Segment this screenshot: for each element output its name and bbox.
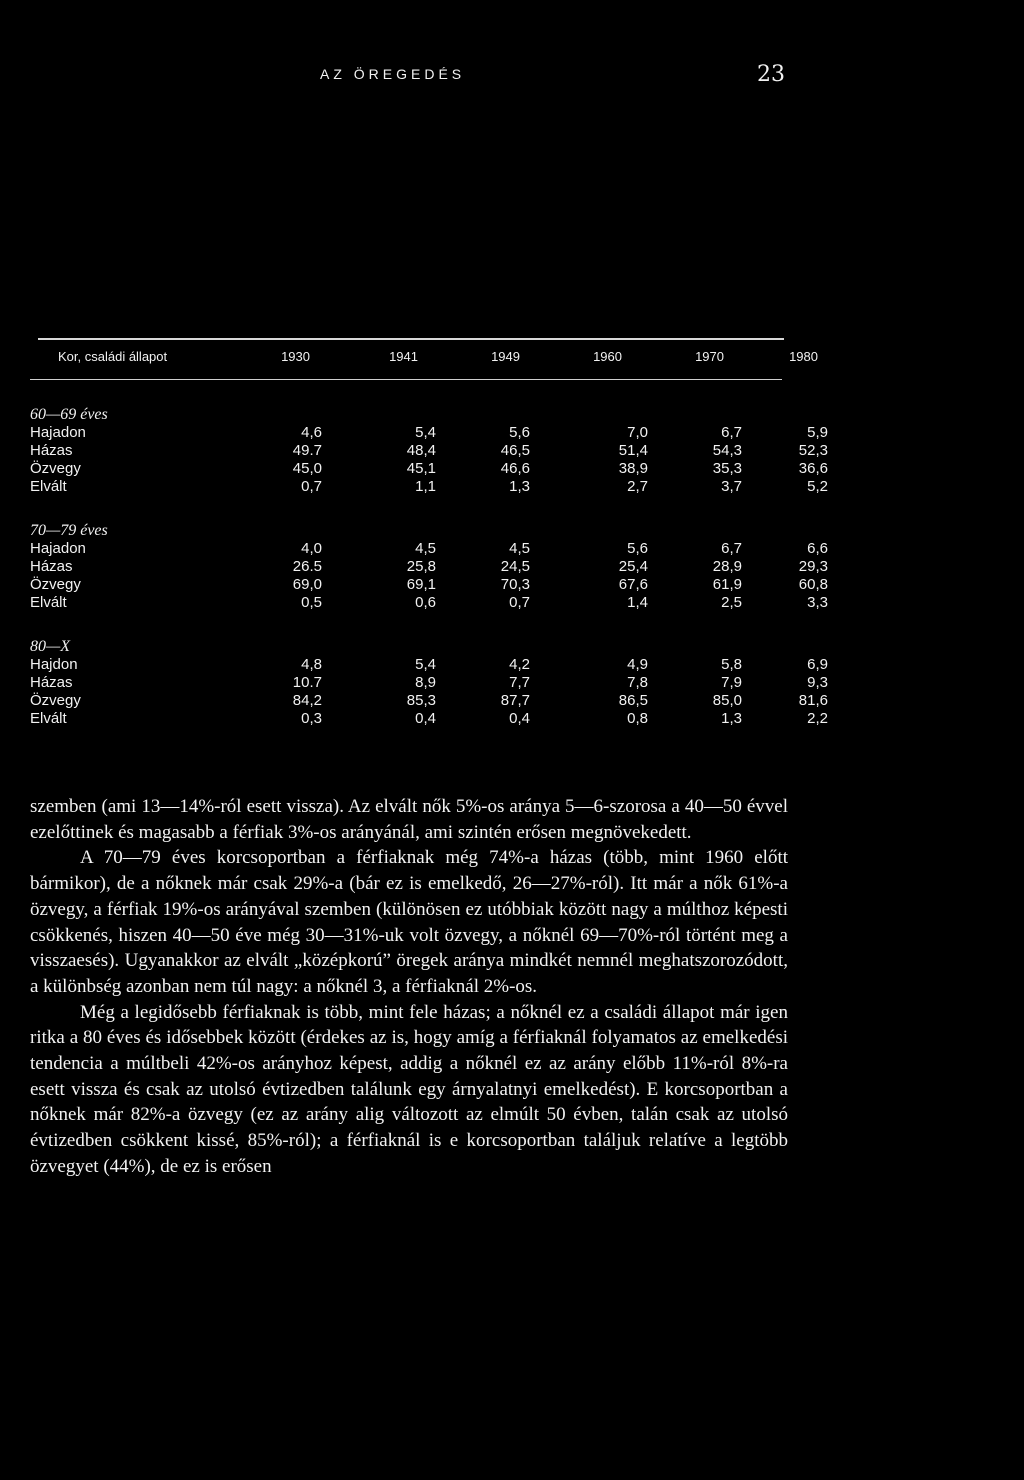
cell-1970: 6,7 [721,424,742,441]
cell-1960: 4,9 [627,656,648,673]
cell-1941: 69,1 [406,576,436,593]
cell-1960: 86,5 [618,692,648,709]
cell-1949: 5,6 [509,424,530,441]
cell-1970: 54,3 [712,442,742,459]
table-row [30,710,828,728]
table-header [0,349,1024,369]
row-label: Házas [30,558,73,575]
cell-1930: 45,0 [292,460,322,477]
cell-1970: 2,5 [721,594,742,611]
table-row [30,692,828,710]
age-group-title: 70—79 éves [30,522,108,539]
cell-1980: 5,9 [807,424,828,441]
cell-1960: 7,0 [627,424,648,441]
table-row [30,674,828,692]
cell-1960: 1,4 [627,594,648,611]
cell-1930: 4,6 [301,424,322,441]
paragraph-continuation: szemben (ami 13—14%-ról esett vissza). Az elvált nők 5%-os aránya 5—6-szorosa a 40—50 évvel ezelőttinek és magasabb a férfiak 3%-os arányánál, ami szintén erősen megnövekedett. [30,796,788,843]
cell-1930: 0,5 [301,594,322,611]
cell-1941: 85,3 [406,692,436,709]
cell-1930: 26.5 [292,558,322,575]
cell-1941: 25,8 [406,558,436,575]
cell-1949: 7,7 [509,674,530,691]
cell-1949: 0,4 [509,710,530,727]
age-group-title: 60—69 éves [30,406,108,423]
cell-1970: 3,7 [721,478,742,495]
cell-1949: 4,2 [509,656,530,673]
body-text [30,794,788,1180]
cell-1930: 0,3 [301,710,322,727]
cell-1970: 28,9 [712,558,742,575]
cell-1970: 35,3 [712,460,742,477]
cell-1930: 4,8 [301,656,322,673]
cell-1960: 51,4 [618,442,648,459]
cell-1930: 69,0 [292,576,322,593]
cell-1980: 29,3 [798,558,828,575]
cell-1941: 8,9 [415,674,436,691]
cell-1980: 81,6 [798,692,828,709]
age-group-section [30,522,828,612]
row-label: Elvált [30,478,67,495]
cell-1949: 87,7 [500,692,530,709]
cell-1980: 6,6 [807,540,828,557]
cell-1980: 3,3 [807,594,828,611]
cell-1970: 5,8 [721,656,742,673]
cell-1930: 49.7 [292,442,322,459]
cell-1949: 70,3 [500,576,530,593]
cell-1960: 5,6 [627,540,648,557]
cell-1960: 38,9 [618,460,648,477]
cell-1949: 1,3 [509,478,530,495]
cell-1941: 45,1 [406,460,436,477]
cell-1930: 84,2 [292,692,322,709]
column-header-1941: 1941 [389,349,418,364]
row-label: Hajdon [30,656,78,673]
row-label: Hajadon [30,540,86,557]
cell-1970: 85,0 [712,692,742,709]
cell-1960: 67,6 [618,576,648,593]
table-row [30,540,828,558]
cell-1970: 61,9 [712,576,742,593]
row-label: Elvált [30,594,67,611]
row-label: Özvegy [30,576,81,593]
cell-1960: 0,8 [627,710,648,727]
age-group-section [30,406,828,496]
age-group-title: 80—X [30,638,70,655]
cell-1980: 6,9 [807,656,828,673]
cell-1970: 1,3 [721,710,742,727]
cell-1930: 4,0 [301,540,322,557]
paragraph-70-79: A 70—79 éves korcsoportban a férfiaknak még 74%-a házas (több, mint 1960 előtt bármikor), de a nőknek már csak 29%-a (bár ez is emelkedő, 26—27%-ról). Itt már a nők 61%-a özvegy, a férfiak 19%-os arányával szemben (különösen ez utóbbiak között nagy a múlthoz képesti csökkenés, hiszen 40—50 éve még 30—31%-uk volt özvegy, a nőknél 69—70%-ról történt meg a visszaesés). Ugyanakkor az elvált „középkorú” öregek aránya mindkét nemnél meghatszorozódott, a különbség azonban nem túl nagy: a nőknél 3, a férfiaknál 2%-os. [30,847,788,997]
age-group-section [30,638,828,728]
row-label: Hajadon [30,424,86,441]
column-header-1949: 1949 [491,349,520,364]
row-label: Házas [30,674,73,691]
cell-1941: 5,4 [415,656,436,673]
cell-1941: 1,1 [415,478,436,495]
cell-1980: 52,3 [798,442,828,459]
cell-1980: 2,2 [807,710,828,727]
row-label: Házas [30,442,73,459]
table-row [30,576,828,594]
table-row [30,656,828,674]
table-body [30,406,828,754]
table-row [30,478,828,496]
page-header [0,62,1024,92]
column-header-category: Kor, családi állapot [58,349,168,364]
table-row [30,594,828,612]
cell-1970: 6,7 [721,540,742,557]
cell-1941: 5,4 [415,424,436,441]
column-header-1930: 1930 [281,349,310,364]
column-header-1970: 1970 [695,349,724,364]
row-label: Elvált [30,710,67,727]
cell-1941: 48,4 [406,442,436,459]
table-row [30,424,828,442]
cell-1941: 0,4 [415,710,436,727]
table-header-rule [30,379,782,380]
cell-1949: 46,5 [500,442,530,459]
page-number: 23 [757,62,785,87]
row-label: Özvegy [30,460,81,477]
cell-1949: 46,6 [500,460,530,477]
cell-1941: 4,5 [415,540,436,557]
paragraph-80-plus: Még a legidősebb férfiaknak is több, mint fele házas; a nőknél ez a családi állapot már igen ritka a 80 éves és idősebbek között (érdekes az is, hogy amíg a férfiaknál folyamatos az emelkedési tendencia a múltbeli 42%-os arányhoz képest, addig a nőknél ez az arány előbb 11%-ról 8%-ra esett vissza és csak az utolsó évtizedben találunk egy árnyalatnyi emelkedést). E korcsoportban a nőknek már 82%-a özvegy (ez az arány alig változott az elmúlt 50 évben, talán csak az utolsó évtizedben csökkent kissé, 85%-ról); a férfiaknál is e korcsoportban találjuk relatíve a legtöbb özvegyet (44%), de ez is erősen [30,1001,788,1177]
cell-1960: 25,4 [618,558,648,575]
table-row [30,460,828,478]
cell-1930: 10.7 [292,674,322,691]
cell-1960: 7,8 [627,674,648,691]
table-row [30,558,828,576]
cell-1949: 4,5 [509,540,530,557]
table-row [30,442,828,460]
running-title: AZ ÖREGEDÉS [320,66,466,82]
cell-1970: 7,9 [721,674,742,691]
table-top-rule [38,338,784,340]
cell-1980: 5,2 [807,478,828,495]
cell-1980: 60,8 [798,576,828,593]
row-label: Özvegy [30,692,81,709]
cell-1980: 9,3 [807,674,828,691]
cell-1949: 24,5 [500,558,530,575]
cell-1941: 0,6 [415,594,436,611]
cell-1930: 0,7 [301,478,322,495]
cell-1980: 36,6 [798,460,828,477]
column-header-1980: 1980 [789,349,818,364]
cell-1949: 0,7 [509,594,530,611]
cell-1960: 2,7 [627,478,648,495]
column-header-1960: 1960 [593,349,622,364]
